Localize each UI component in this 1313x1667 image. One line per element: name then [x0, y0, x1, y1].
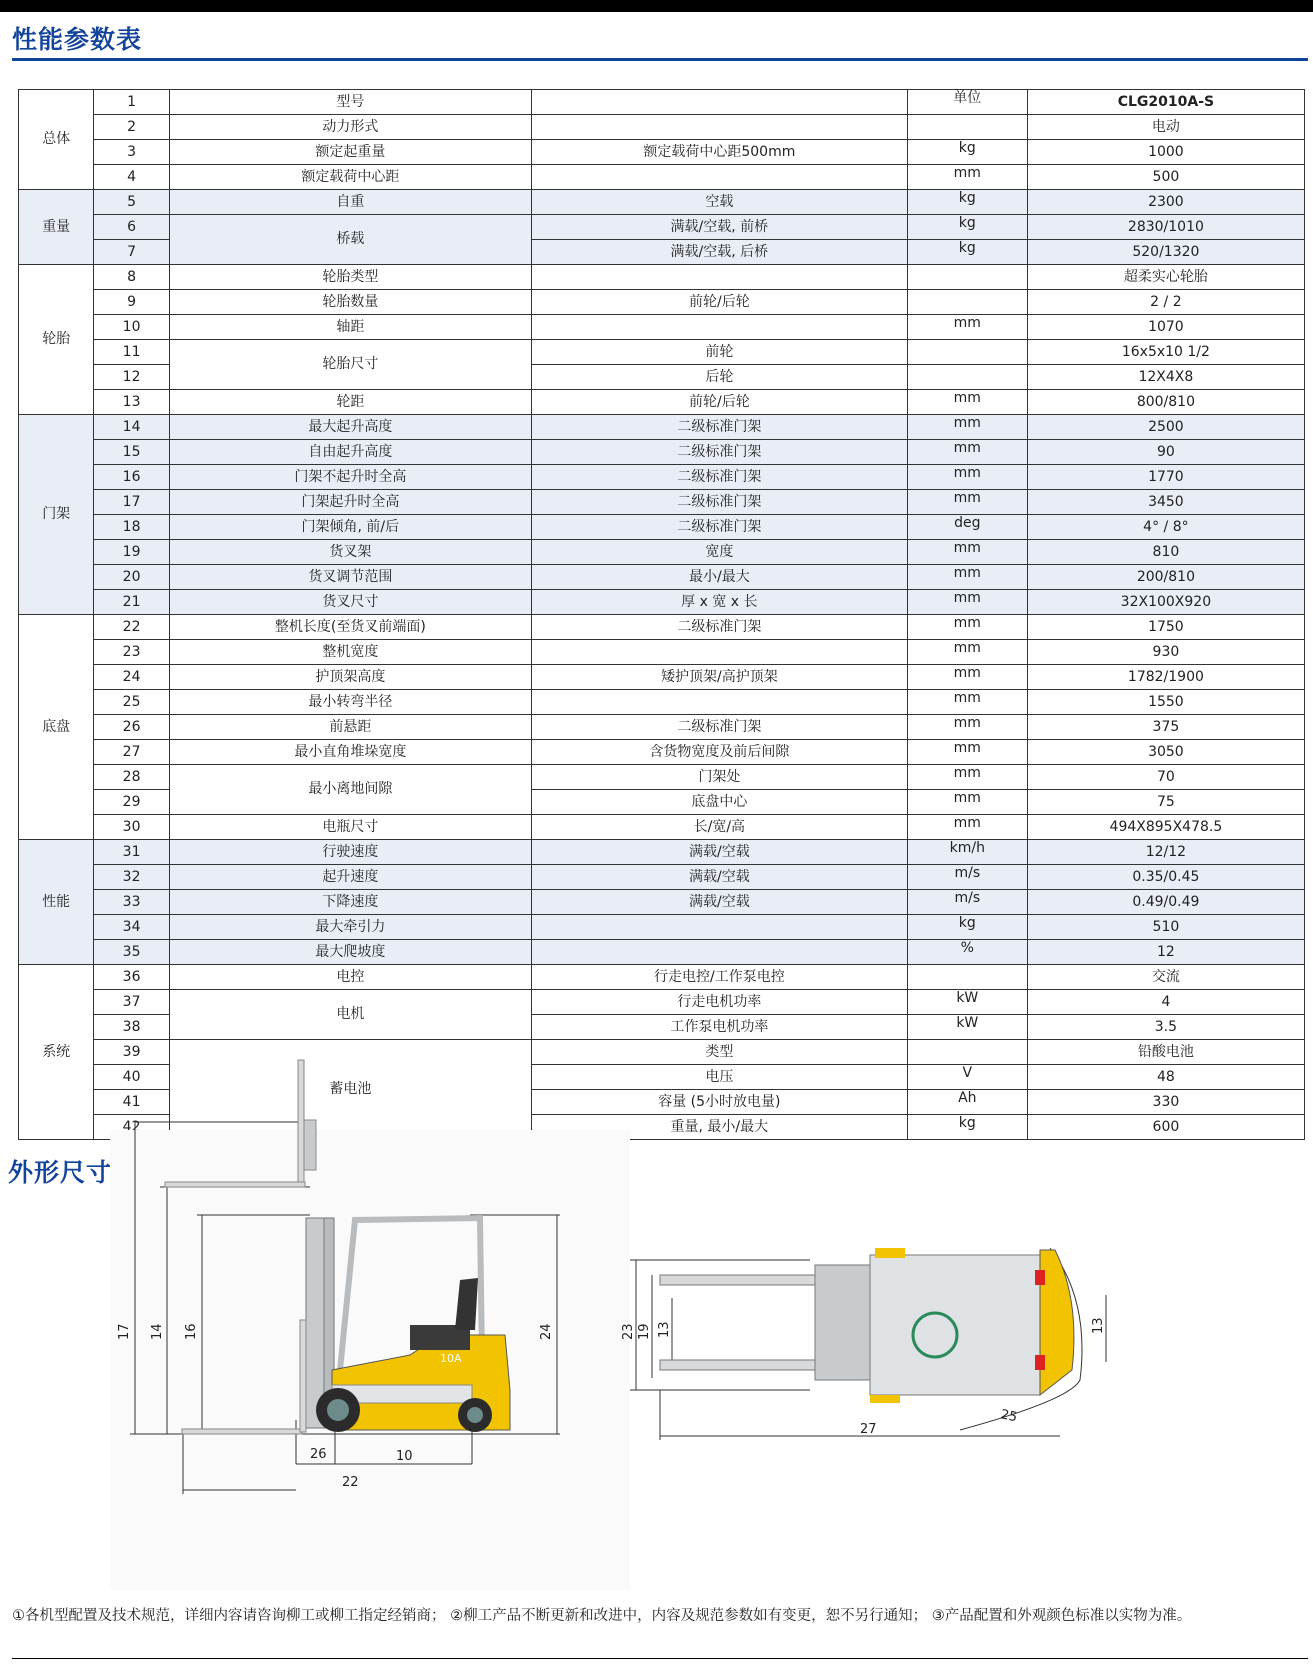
dim-label: 24 [539, 1323, 554, 1340]
unit: kg [907, 215, 1027, 240]
item-name: 电控 [169, 965, 531, 990]
item-name: 下降速度 [169, 890, 531, 915]
row-number: 9 [94, 290, 169, 315]
table-row [19, 90, 1305, 115]
value: 3.5 [1027, 1015, 1304, 1040]
row-number: 4 [94, 165, 169, 190]
value: 电动 [1027, 115, 1304, 140]
condition: 额定载荷中心距500mm [531, 140, 907, 165]
unit: mm [907, 640, 1027, 665]
row-number: 30 [94, 815, 169, 840]
unit: mm [907, 615, 1027, 640]
condition: 矮护顶架/高护顶架 [531, 665, 907, 690]
unit: kW [907, 1015, 1027, 1040]
item-name: 整机宽度 [169, 640, 531, 665]
unit: m/s [907, 865, 1027, 890]
value: 0.49/0.49 [1027, 890, 1304, 915]
dim-label: 17 [117, 1323, 132, 1340]
table-row [19, 440, 1305, 465]
value: 12/12 [1027, 840, 1304, 865]
dim-label: 25 [999, 1407, 1019, 1426]
value: 1770 [1027, 465, 1304, 490]
unit: mm [907, 440, 1027, 465]
row-number: 18 [94, 515, 169, 540]
condition: 门架处 [531, 765, 907, 790]
value: 510 [1027, 915, 1304, 940]
table-row [19, 590, 1305, 615]
condition: 行走电控/工作泵电控 [531, 965, 907, 990]
item-name: 门架不起升时全高 [169, 465, 531, 490]
item-name: 前悬距 [169, 715, 531, 740]
item-name: 自重 [169, 190, 531, 215]
table-row [19, 940, 1305, 965]
item-name: 型号 [169, 90, 531, 115]
table-row [19, 615, 1305, 640]
condition: 前轮/后轮 [531, 290, 907, 315]
condition [531, 940, 907, 965]
condition: 二级标准门架 [531, 415, 907, 440]
condition: 最小/最大 [531, 565, 907, 590]
bottom-rule [12, 1658, 1308, 1659]
value: 超柔实心轮胎 [1027, 265, 1304, 290]
table-row [19, 290, 1305, 315]
condition: 满载/空载 [531, 890, 907, 915]
truck-badge: 10A [440, 1352, 462, 1365]
table-row [19, 840, 1305, 865]
top-bar [0, 0, 1313, 12]
item-name: 动力形式 [169, 115, 531, 140]
unit: mm [907, 565, 1027, 590]
dim-label: 22 [342, 1475, 359, 1490]
section-label: 系统 [19, 965, 94, 1140]
value: 800/810 [1027, 390, 1304, 415]
row-number: 31 [94, 840, 169, 865]
section-label: 性能 [19, 840, 94, 965]
unit: kg [907, 140, 1027, 165]
unit: Ah [907, 1090, 1027, 1115]
item-name: 货叉调节范围 [169, 565, 531, 590]
table-row [19, 115, 1305, 140]
dim-label: 19 [637, 1323, 652, 1340]
value: 2 / 2 [1027, 290, 1304, 315]
page-title: 性能参数表 [12, 25, 143, 54]
table-row [19, 990, 1305, 1015]
row-number: 39 [94, 1040, 169, 1065]
item-name: 行驶速度 [169, 840, 531, 865]
item-name: 轮胎数量 [169, 290, 531, 315]
table-row [19, 890, 1305, 915]
value: 4 [1027, 990, 1304, 1015]
condition [531, 690, 907, 715]
condition [531, 315, 907, 340]
table-row [19, 340, 1305, 365]
table-row [19, 715, 1305, 740]
condition: 二级标准门架 [531, 615, 907, 640]
row-number: 28 [94, 765, 169, 790]
condition: 前轮 [531, 340, 907, 365]
value: 1550 [1027, 690, 1304, 715]
dim-label: 13 [1091, 1317, 1106, 1334]
condition: 后轮 [531, 365, 907, 390]
value: 75 [1027, 790, 1304, 815]
table-row [19, 765, 1305, 790]
condition: 二级标准门架 [531, 440, 907, 465]
condition [531, 165, 907, 190]
condition: 工作泵电机功率 [531, 1015, 907, 1040]
value: 1782/1900 [1027, 665, 1304, 690]
item-name: 整机长度(至货叉前端面) [169, 615, 531, 640]
row-number: 5 [94, 190, 169, 215]
value: 3050 [1027, 740, 1304, 765]
row-number: 35 [94, 940, 169, 965]
unit: mm [907, 490, 1027, 515]
row-number: 20 [94, 565, 169, 590]
row-number: 25 [94, 690, 169, 715]
row-number: 6 [94, 215, 169, 240]
unit: mm [907, 790, 1027, 815]
table-row [19, 190, 1305, 215]
dimensions-title: 外形尺寸 [8, 1158, 113, 1187]
table-row [19, 740, 1305, 765]
dim-label: 14 [150, 1323, 165, 1340]
dim-label: 16 [184, 1323, 199, 1340]
table-row [19, 865, 1305, 890]
unit: kg [907, 1115, 1027, 1140]
row-number: 11 [94, 340, 169, 365]
unit: mm [907, 740, 1027, 765]
table-row [19, 915, 1305, 940]
condition [531, 265, 907, 290]
item-name: 轴距 [169, 315, 531, 340]
row-number: 13 [94, 390, 169, 415]
item-name: 轮距 [169, 390, 531, 415]
condition: 满载/空载, 前桥 [531, 215, 907, 240]
row-number: 15 [94, 440, 169, 465]
table-row [19, 565, 1305, 590]
condition: 宽度 [531, 540, 907, 565]
condition: 电压 [531, 1065, 907, 1090]
value: 930 [1027, 640, 1304, 665]
unit: mm [907, 165, 1027, 190]
item-name: 额定载荷中心距 [169, 165, 531, 190]
item-name: 轮胎类型 [169, 265, 531, 290]
condition [531, 640, 907, 665]
row-number: 23 [94, 640, 169, 665]
row-number: 3 [94, 140, 169, 165]
dim-label: 27 [860, 1422, 877, 1437]
condition [531, 90, 907, 115]
value: 1750 [1027, 615, 1304, 640]
row-number: 7 [94, 240, 169, 265]
item-name: 蓄电池 [169, 1040, 531, 1140]
unit: kg [907, 240, 1027, 265]
value: 2300 [1027, 190, 1304, 215]
side-view-drawing [110, 1130, 630, 1590]
condition: 前轮/后轮 [531, 390, 907, 415]
item-name: 护顶架高度 [169, 665, 531, 690]
row-number: 8 [94, 265, 169, 290]
unit: mm [907, 665, 1027, 690]
row-number: 10 [94, 315, 169, 340]
table-row [19, 665, 1305, 690]
value: 16x5x10 1/2 [1027, 340, 1304, 365]
unit: kg [907, 915, 1027, 940]
unit: deg [907, 515, 1027, 540]
item-name: 轮胎尺寸 [169, 340, 531, 390]
row-number: 26 [94, 715, 169, 740]
condition: 二级标准门架 [531, 465, 907, 490]
condition: 含货物宽度及前后间隙 [531, 740, 907, 765]
value: 520/1320 [1027, 240, 1304, 265]
value: 0.35/0.45 [1027, 865, 1304, 890]
row-number: 36 [94, 965, 169, 990]
table-row [19, 215, 1305, 240]
condition: 二级标准门架 [531, 515, 907, 540]
item-name: 最大起升高度 [169, 415, 531, 440]
row-number: 22 [94, 615, 169, 640]
condition: 厚 x 宽 x 长 [531, 590, 907, 615]
row-number: 42 [94, 1115, 169, 1140]
row-number: 24 [94, 665, 169, 690]
dim-label: 13 [657, 1321, 672, 1338]
unit [907, 365, 1027, 390]
value: 铅酸电池 [1027, 1040, 1304, 1065]
section-label: 门架 [19, 415, 94, 615]
unit: mm [907, 390, 1027, 415]
section-label: 重量 [19, 190, 94, 265]
unit: mm [907, 540, 1027, 565]
unit [907, 965, 1027, 990]
spec-table [18, 89, 1305, 1140]
unit: mm [907, 690, 1027, 715]
table-row [19, 1040, 1305, 1065]
row-number: 37 [94, 990, 169, 1015]
dim-label: 23 [621, 1323, 636, 1340]
item-name: 额定起重量 [169, 140, 531, 165]
row-number: 1 [94, 90, 169, 115]
unit: mm [907, 590, 1027, 615]
item-name: 最小离地间隙 [169, 765, 531, 815]
unit: kW [907, 990, 1027, 1015]
item-name: 桥载 [169, 215, 531, 265]
section-label: 轮胎 [19, 265, 94, 415]
item-name: 自由起升高度 [169, 440, 531, 465]
unit: mm [907, 715, 1027, 740]
unit [907, 340, 1027, 365]
item-name: 最大爬坡度 [169, 940, 531, 965]
unit [907, 265, 1027, 290]
row-number: 14 [94, 415, 169, 440]
value: 330 [1027, 1090, 1304, 1115]
value: 600 [1027, 1115, 1304, 1140]
row-number: 12 [94, 365, 169, 390]
value: 32X100X920 [1027, 590, 1304, 615]
value: 500 [1027, 165, 1304, 190]
unit: kg [907, 190, 1027, 215]
item-name: 电机 [169, 990, 531, 1040]
row-number: 32 [94, 865, 169, 890]
row-number: 19 [94, 540, 169, 565]
unit: mm [907, 315, 1027, 340]
item-name: 货叉架 [169, 540, 531, 565]
unit [907, 115, 1027, 140]
table-row [19, 315, 1305, 340]
row-number: 27 [94, 740, 169, 765]
condition: 长/宽/高 [531, 815, 907, 840]
condition: 行走电机功率 [531, 990, 907, 1015]
section-label: 底盘 [19, 615, 94, 840]
footnote: ①各机型配置及技术规范，详细内容请咨询柳工或柳工指定经销商； ②柳工产品不断更新和改进中，内容及规范参数如有变更，恕不另行通知； ③产品配置和外观颜色标准以实物为准。 [12, 1608, 1192, 1624]
unit [907, 290, 1027, 315]
row-number: 41 [94, 1090, 169, 1115]
row-number: 16 [94, 465, 169, 490]
condition: 满载/空载 [531, 840, 907, 865]
value: 70 [1027, 765, 1304, 790]
item-name: 起升速度 [169, 865, 531, 890]
condition [531, 915, 907, 940]
item-name: 门架倾角, 前/后 [169, 515, 531, 540]
unit: % [907, 940, 1027, 965]
table-row [19, 390, 1305, 415]
value: 48 [1027, 1065, 1304, 1090]
item-name: 最小转弯半径 [169, 690, 531, 715]
unit: mm [907, 765, 1027, 790]
table-row [19, 690, 1305, 715]
row-number: 29 [94, 790, 169, 815]
unit [907, 1040, 1027, 1065]
condition [531, 115, 907, 140]
top-view-drawing [621, 1300, 1180, 1560]
dim-label: 26 [310, 1447, 327, 1462]
table-row [19, 265, 1305, 290]
value: 375 [1027, 715, 1304, 740]
table-row [19, 165, 1305, 190]
table-row [19, 815, 1305, 840]
row-number: 33 [94, 890, 169, 915]
unit: mm [907, 415, 1027, 440]
item-name: 最小直角堆垛宽度 [169, 740, 531, 765]
condition: 底盘中心 [531, 790, 907, 815]
row-number: 40 [94, 1065, 169, 1090]
row-number: 34 [94, 915, 169, 940]
unit: V [907, 1065, 1027, 1090]
unit: mm [907, 465, 1027, 490]
unit: km/h [907, 840, 1027, 865]
value: CLG2010A-S [1027, 90, 1304, 115]
table-row [19, 540, 1305, 565]
dim-label: 10 [396, 1449, 413, 1464]
value: 810 [1027, 540, 1304, 565]
table-row [19, 640, 1305, 665]
item-name: 货叉尺寸 [169, 590, 531, 615]
value: 3450 [1027, 490, 1304, 515]
table-row [19, 515, 1305, 540]
unit: m/s [907, 890, 1027, 915]
item-name: 门架起升时全高 [169, 490, 531, 515]
condition: 满载/空载, 后桥 [531, 240, 907, 265]
condition: 重量, 最小/最大 [531, 1115, 907, 1140]
value: 4° / 8° [1027, 515, 1304, 540]
value: 12X4X8 [1027, 365, 1304, 390]
row-number: 17 [94, 490, 169, 515]
title-rule [12, 58, 1308, 61]
unit: 单位 [907, 90, 1027, 115]
value: 2830/1010 [1027, 215, 1304, 240]
value: 200/810 [1027, 565, 1304, 590]
item-name: 电瓶尺寸 [169, 815, 531, 840]
table-row [19, 490, 1305, 515]
condition: 容量 (5小时放电量) [531, 1090, 907, 1115]
row-number: 21 [94, 590, 169, 615]
table-row [19, 965, 1305, 990]
table-row [19, 415, 1305, 440]
value: 1000 [1027, 140, 1304, 165]
value: 交流 [1027, 965, 1304, 990]
value: 12 [1027, 940, 1304, 965]
value: 2500 [1027, 415, 1304, 440]
condition: 二级标准门架 [531, 715, 907, 740]
section-label: 总体 [19, 90, 94, 190]
condition: 类型 [531, 1040, 907, 1065]
item-name: 最大牵引力 [169, 915, 531, 940]
value: 1070 [1027, 315, 1304, 340]
value: 90 [1027, 440, 1304, 465]
condition: 二级标准门架 [531, 490, 907, 515]
table-row [19, 465, 1305, 490]
condition: 满载/空载 [531, 865, 907, 890]
value: 494X895X478.5 [1027, 815, 1304, 840]
row-number: 2 [94, 115, 169, 140]
unit: mm [907, 815, 1027, 840]
row-number: 38 [94, 1015, 169, 1040]
table-row [19, 140, 1305, 165]
condition: 空载 [531, 190, 907, 215]
